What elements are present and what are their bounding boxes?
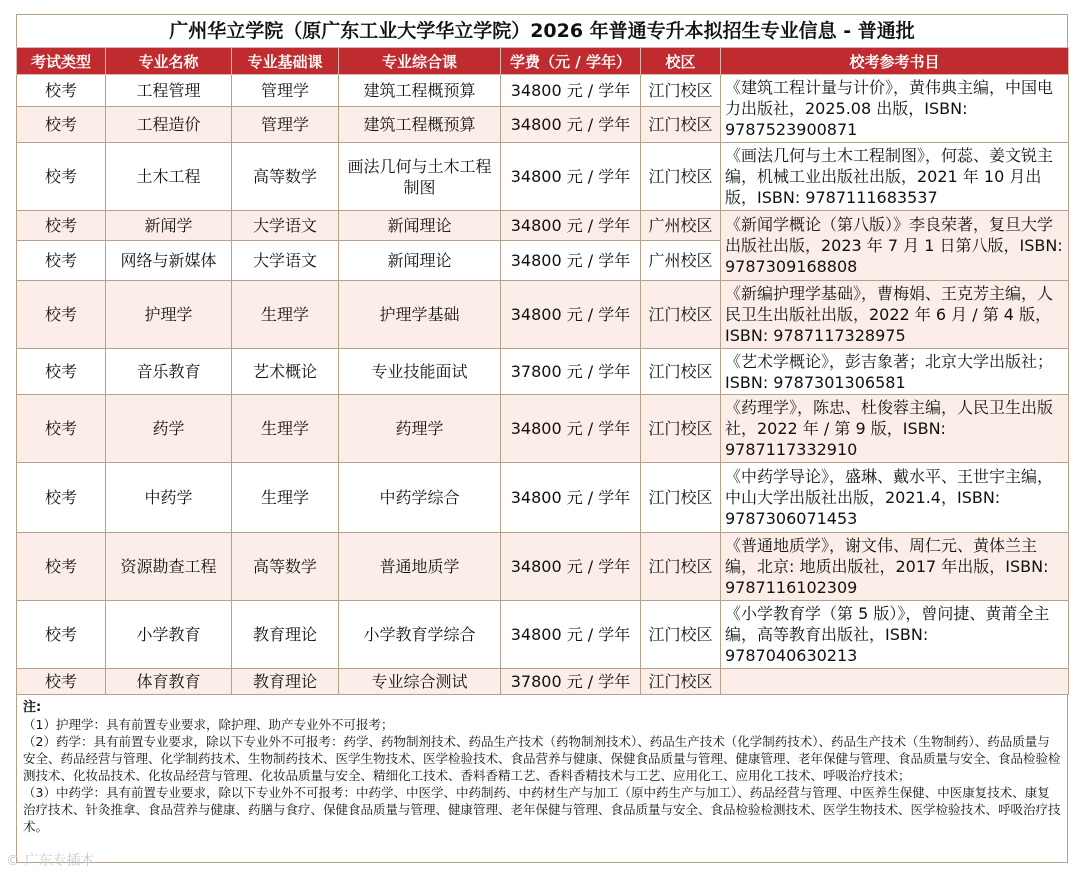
cell-reference-book: 《新编护理学基础》，曹梅娟、王克芳主编，人民卫生出版社出版，2022 年 6 月 / 第 4 版，ISBN: 9787117328975	[721, 281, 1069, 349]
cell-exam-type: 校考	[17, 395, 106, 463]
cell-reference-book	[721, 669, 1069, 695]
cell-major: 工程管理	[106, 75, 232, 107]
document-title: 广州华立学院（原广东工业大学华立学院）2026 年普通专升本拟招生专业信息 - 普通批	[16, 14, 1068, 47]
cell-comprehensive-course: 护理学基础	[339, 281, 501, 349]
cell-base-course: 艺术概论	[232, 349, 339, 395]
cell-reference-book: 《中药学导论》，盛琳、戴水平、王世宇主编，中山大学出版社出版，2021.4，ISBN: 9787306071453	[721, 463, 1069, 533]
cell-comprehensive-course: 新闻理论	[339, 241, 501, 281]
cell-exam-type: 校考	[17, 533, 106, 601]
cell-major: 土木工程	[106, 143, 232, 211]
note-pharmacy: （2）药学：具有前置专业要求，除以下专业外不可报考：药学、药物制剂技术、药品生产技术（药物制剂技术）、药品生产技术（化学制药技术）、药品生产技术（生物制药）、药品质量与安全、药品经营与管理、化学制药技术、生物制药技术、医学生物技术、医学检验技术、食品营养与健康、保健食品质量与管理、健康管理、老年保健与管理、食品质量与安全、食品检验检测技术、化妆品技术、化妆品经营与管理、化妆品质量与安全、精细化工技术、香料香精工艺、香料香精技术与工艺、应用化工、应用化工技术、呼吸治疗技术；	[23, 734, 1061, 783]
cell-base-course: 生理学	[232, 395, 339, 463]
cell-major: 工程造价	[106, 107, 232, 143]
cell-major: 资源勘查工程	[106, 533, 232, 601]
cell-campus: 江门校区	[641, 143, 721, 211]
cell-tuition: 34800 元 / 学年	[501, 281, 641, 349]
cell-base-course: 高等数学	[232, 533, 339, 601]
table-row	[17, 75, 1069, 107]
cell-campus: 江门校区	[641, 395, 721, 463]
cell-campus: 江门校区	[641, 533, 721, 601]
cell-reference-book: 《艺术学概论》，彭吉象著；北京大学出版社；ISBN: 9787301306581	[721, 349, 1069, 395]
cell-comprehensive-course: 小学教育学综合	[339, 601, 501, 669]
cell-exam-type: 校考	[17, 143, 106, 211]
cell-comprehensive-course: 新闻理论	[339, 211, 501, 241]
cell-reference-book: 《小学教育学（第 5 版）》，曾问捷、黄莆全主编，高等教育出版社，ISBN: 9787040630213	[721, 601, 1069, 669]
note-chinese-medicine: （3）中药学：具有前置专业要求，除以下专业外不可报考：中药学、中医学、中药制药、中药材生产与加工（原中药生产与加工）、药品经营与管理、中医养生保健、中医康复技术、康复治疗技术、针灸推拿、食品营养与健康、药膳与食疗、保健食品质量与管理、健康管理、老年保健与管理、食品质量与安全、食品检验检测技术、医学生物技术、医学检验技术、呼吸治疗技术。	[23, 785, 1061, 834]
cell-tuition: 34800 元 / 学年	[501, 107, 641, 143]
header-tuition: 学费（元 / 学年）	[501, 48, 641, 75]
cell-campus: 江门校区	[641, 463, 721, 533]
cell-campus: 江门校区	[641, 107, 721, 143]
cell-major: 音乐教育	[106, 349, 232, 395]
cell-tuition: 34800 元 / 学年	[501, 533, 641, 601]
cell-comprehensive-course: 普通地质学	[339, 533, 501, 601]
table-row	[17, 281, 1069, 349]
header-exam-type: 考试类型	[17, 48, 106, 75]
cell-comprehensive-course: 专业技能面试	[339, 349, 501, 395]
table-row	[17, 533, 1069, 601]
header-major: 专业名称	[106, 48, 232, 75]
cell-reference-book: 《新闻学概论（第八版）》李良荣著，复旦大学出版社出版，2023 年 7 月 1 日第八版，ISBN: 9787309168808	[721, 211, 1069, 281]
cell-base-course: 生理学	[232, 463, 339, 533]
cell-exam-type: 校考	[17, 463, 106, 533]
table-header-row	[17, 48, 1069, 75]
cell-base-course: 教育理论	[232, 669, 339, 695]
cell-exam-type: 校考	[17, 241, 106, 281]
cell-exam-type: 校考	[17, 601, 106, 669]
cell-tuition: 34800 元 / 学年	[501, 143, 641, 211]
cell-major: 新闻学	[106, 211, 232, 241]
cell-exam-type: 校考	[17, 349, 106, 395]
cell-major: 网络与新媒体	[106, 241, 232, 281]
table-row	[17, 395, 1069, 463]
cell-comprehensive-course: 药理学	[339, 395, 501, 463]
header-comprehensive-course: 专业综合课	[339, 48, 501, 75]
header-reference-books: 校考参考书目	[721, 48, 1069, 75]
cell-exam-type: 校考	[17, 669, 106, 695]
admission-document	[16, 14, 1068, 863]
table-row	[17, 669, 1069, 695]
cell-major: 药学	[106, 395, 232, 463]
cell-tuition: 34800 元 / 学年	[501, 601, 641, 669]
cell-comprehensive-course: 专业综合测试	[339, 669, 501, 695]
cell-major: 小学教育	[106, 601, 232, 669]
cell-reference-book: 《药理学》，陈忠、杜俊蓉主编，人民卫生出版社，2022 年 / 第 9 版，ISBN: 9787117332910	[721, 395, 1069, 463]
cell-campus: 广州校区	[641, 211, 721, 241]
cell-tuition: 34800 元 / 学年	[501, 463, 641, 533]
table-row	[17, 463, 1069, 533]
cell-major: 中药学	[106, 463, 232, 533]
cell-reference-book: 《画法几何与土木工程制图》，何蕊、姜文锐主编，机械工业出版社出版，2021 年 10 月出版，ISBN: 9787111683537	[721, 143, 1069, 211]
header-base-course: 专业基础课	[232, 48, 339, 75]
cell-comprehensive-course: 画法几何与土木工程制图	[339, 143, 501, 211]
table-row	[17, 143, 1069, 211]
notes-section	[16, 695, 1068, 863]
cell-base-course: 管理学	[232, 75, 339, 107]
table-row	[17, 349, 1069, 395]
note-nursing: （1）护理学：具有前置专业要求，除护理、助产专业外不可报考；	[23, 717, 394, 732]
cell-tuition: 34800 元 / 学年	[501, 211, 641, 241]
cell-base-course: 管理学	[232, 107, 339, 143]
cell-base-course: 大学语文	[232, 211, 339, 241]
cell-campus: 广州校区	[641, 241, 721, 281]
cell-exam-type: 校考	[17, 75, 106, 107]
cell-base-course: 生理学	[232, 281, 339, 349]
cell-tuition: 34800 元 / 学年	[501, 241, 641, 281]
notes-heading: 注:	[23, 700, 42, 715]
cell-major: 体育教育	[106, 669, 232, 695]
cell-reference-book: 《普通地质学》，谢文伟、周仁元、黄体兰主编，北京: 地质出版社，2017 年出版，ISBN: 9787116102309	[721, 533, 1069, 601]
cell-base-course: 教育理论	[232, 601, 339, 669]
watermark: © 广东专插本	[6, 853, 95, 869]
cell-campus: 江门校区	[641, 281, 721, 349]
cell-tuition: 34800 元 / 学年	[501, 75, 641, 107]
cell-base-course: 大学语文	[232, 241, 339, 281]
cell-comprehensive-course: 建筑工程概预算	[339, 107, 501, 143]
cell-campus: 江门校区	[641, 75, 721, 107]
cell-campus: 江门校区	[641, 349, 721, 395]
cell-comprehensive-course: 建筑工程概预算	[339, 75, 501, 107]
cell-campus: 江门校区	[641, 669, 721, 695]
table-row	[17, 601, 1069, 669]
cell-exam-type: 校考	[17, 281, 106, 349]
cell-exam-type: 校考	[17, 211, 106, 241]
cell-tuition: 37800 元 / 学年	[501, 349, 641, 395]
header-campus: 校区	[641, 48, 721, 75]
cell-comprehensive-course: 中药学综合	[339, 463, 501, 533]
cell-tuition: 37800 元 / 学年	[501, 669, 641, 695]
cell-campus: 江门校区	[641, 601, 721, 669]
cell-base-course: 高等数学	[232, 143, 339, 211]
cell-exam-type: 校考	[17, 107, 106, 143]
cell-major: 护理学	[106, 281, 232, 349]
cell-tuition: 34800 元 / 学年	[501, 395, 641, 463]
cell-reference-book: 《建筑工程计量与计价》，黄伟典主编，中国电力出版社，2025.08 出版，ISBN: 9787523900871	[721, 75, 1069, 143]
majors-table	[16, 47, 1069, 695]
table-row	[17, 211, 1069, 241]
